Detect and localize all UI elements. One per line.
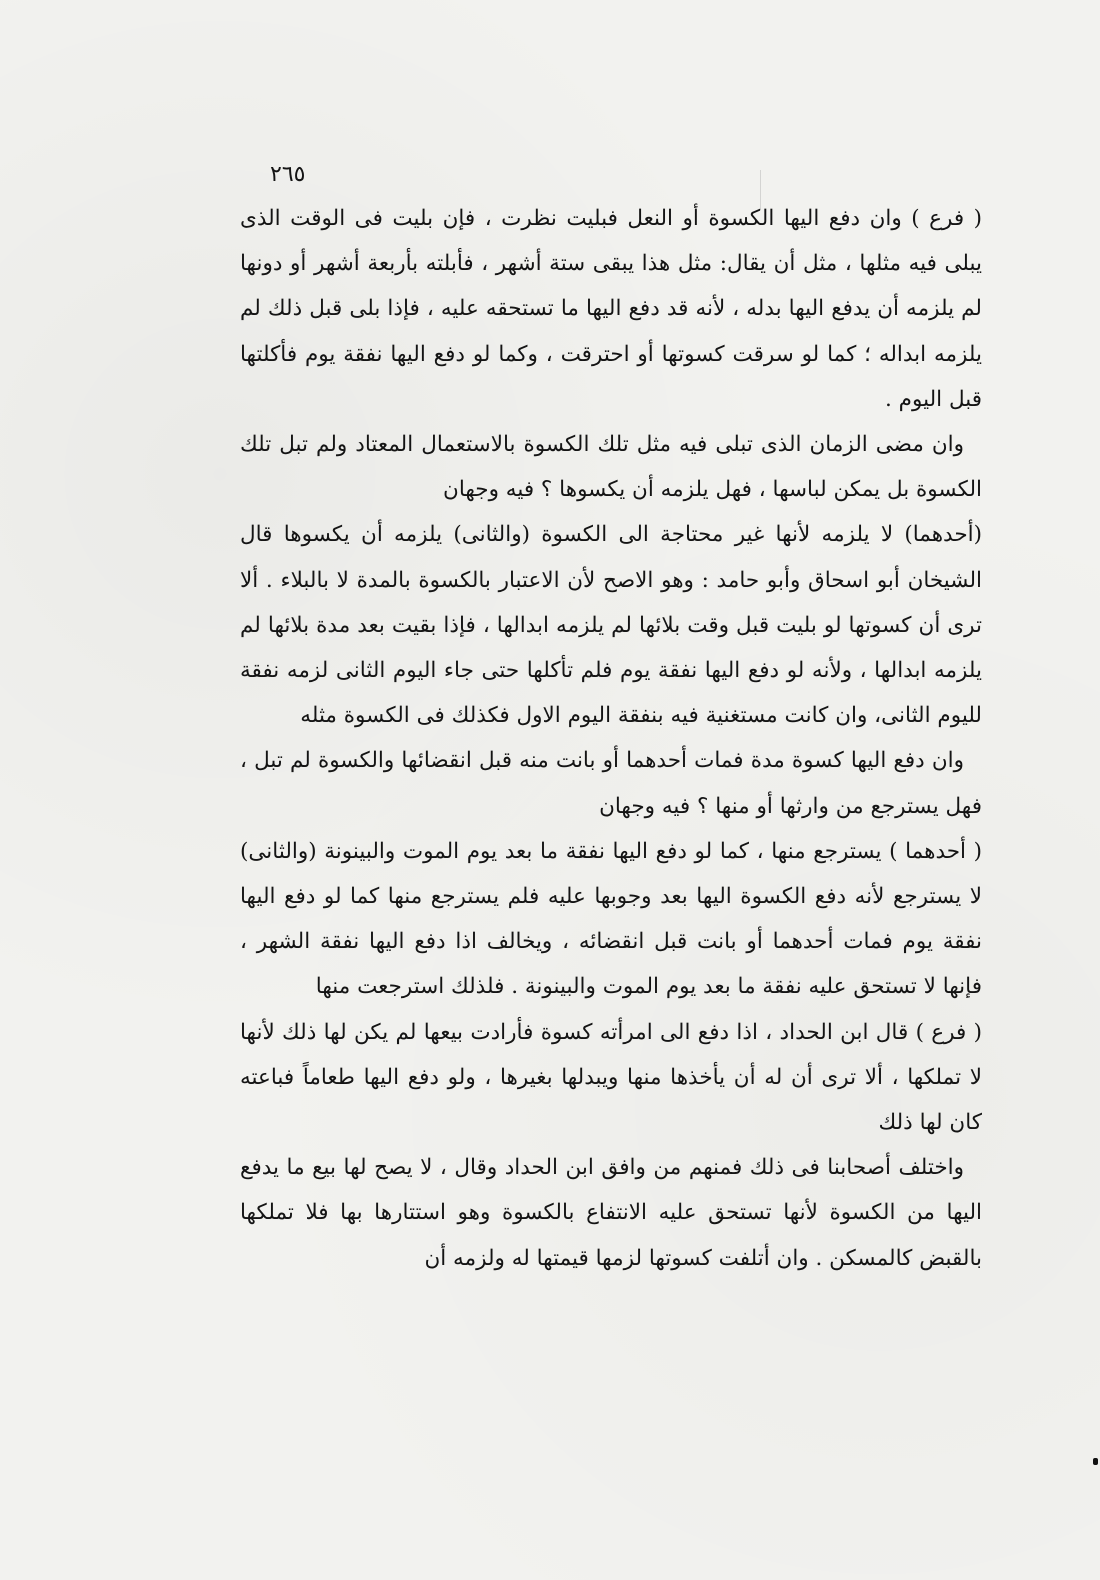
paragraph-death-or-separation: وان دفع اليها كسوة مدة فمات أحدهما أو بانت منه قبل انقضائها والكسوة لم تبل ، فهل يسترجع من وارثها أو منها ؟ فيه وجهان (240, 748, 982, 819)
paragraph-reclaim-views: ( أحدهما ) يسترجع منها ، كما لو دفع اليها نفقة ما بعد يوم الموت والبينونة (والثانى) لا يسترجع لأنه دفع الكسوة اليها بعد وجوبها عليه فلم يسترجع منها كما لو دفع اليها نفقة يوم فمات أحدهما أو بانت قبل انقضائه ، ويخالف اذا دفع اليها نفقة الشهر ، فإنها لا تستحق عليه نفقة ما بعد يوم الموت والبينونة . فلذلك استرجعت منها (240, 838, 982, 1000)
paragraph-two-views: (أحدهما) لا يلزمه لأنها غير محتاجة الى الكسوة (والثانى) يلزمه أن يكسوها قال الشيخان أبو اسحاق وأبو حامد : وهو الاصح لأن الاعتبار بالكسوة بالمدة لا بالبلاء . ألا ترى أن كسوتها لو بليت قبل وقت بلائها لم يلزمه ابدالها ، فإذا بقيت بعد مدة بلائها لم يلزمه ابدالها ، ولأنه لو دفع اليها نفقة يوم فلم تأكلها حتى جاء اليوم الثانى لزمه نفقة لليوم الثانى، وان كانت مستغنية فيه بنفقة اليوم الاول فكذلك فى الكسوة مثله (240, 522, 982, 729)
body-text (240, 196, 982, 1281)
scan-artifact-dot (1093, 1458, 1098, 1465)
page-number: ٢٦٥ (270, 162, 306, 187)
paragraph-time-elapsed: وان مضى الزمان الذى تبلى فيه مثل تلك الكسوة بالاستعمال المعتاد ولم تبل تلك الكسوة بل يمكن لباسها ، فهل يلزمه أن يكسوها ؟ فيه وجهان (240, 432, 982, 503)
paragraph-companions-disagreement: واختلف أصحابنا فى ذلك فمنهم من وافق ابن الحداد وقال ، لا يصح لها بيع ما يدفع اليها من الكسوة لأنها تستحق عليه الانتفاع بالكسوة وهو استتارها بها فلا تملكها بالقبض كالمسكن . وان أتلفت كسوتها لزمها قيمتها له ولزمه أن (240, 1155, 982, 1271)
paragraph-branch-worn-clothing: ( فرع ) وان دفع اليها الكسوة أو النعل فبليت نظرت ، فإن بليت فى الوقت الذى يبلى فيه مثلها ، مثل أن يقال: مثل هذا يبقى ستة أشهر ، فأبلته بأربعة أشهر أو دونها لم يلزمه أن يدفع اليها بدله ، لأنه قد دفع اليها ما تستحقه عليه ، فإذا بلى قبل ذلك لم يلزمه ابداله ؛ كما لو سرقت كسوتها أو احترقت ، وكما لو دفع اليها نفقة يوم فأكلتها قبل اليوم . (240, 206, 982, 412)
paragraph-branch-ibn-haddad: ( فرع ) قال ابن الحداد ، اذا دفع الى امرأته كسوة فأرادت بيعها لم يكن لها ذلك لأنها لا تملكها ، ألا ترى أن له أن يأخذها منها ويبدلها بغيرها ، ولو دفع اليها طعاماً فباعته كان لها ذلك (240, 1019, 982, 1136)
